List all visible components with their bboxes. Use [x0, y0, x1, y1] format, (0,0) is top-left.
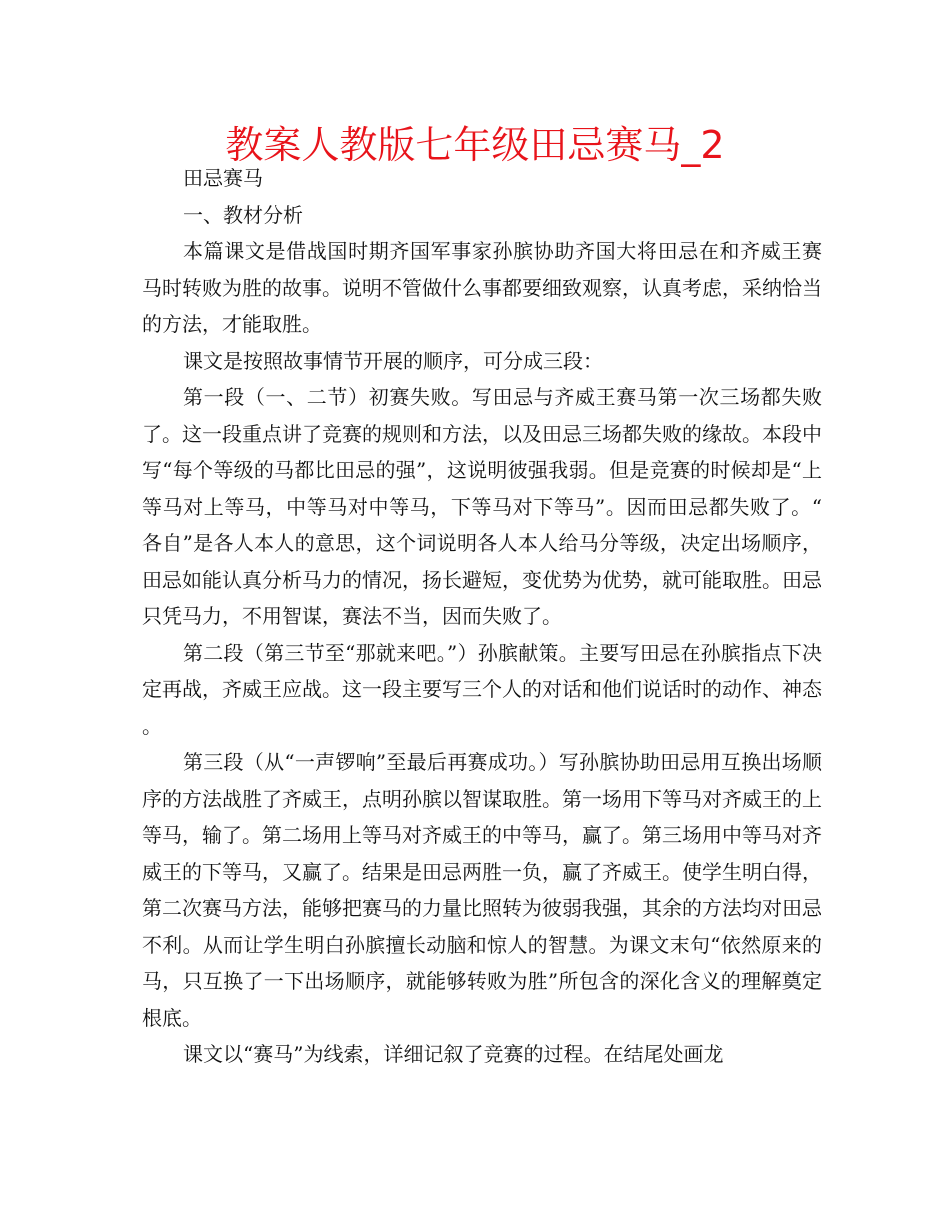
lesson-heading: 田忌赛马	[183, 166, 263, 190]
body-paragraph: 第一段（一、二节）初赛失败。写田忌与齐威王赛马第一次三场都失败了。这一段重点讲了竞赛的规则和方法，以及田忌三场都失败的缘故。本段中写“每个等级的马都比田忌的强”，这说明彼强我弱。但是竞赛的时候却是“上等马对上等马，中等马对中等马，下等马对下等马”。因而田忌都失败了。“各自”是各人本人的意思，这个词说明各人本人给马分等级，决定出场顺序，田忌如能认真分析马力的情况，扬长避短，变优势为优势，就可能取胜。田忌只凭马力，不用智谋，赛法不当，因而失败了。	[142, 385, 822, 628]
body-paragraph: 课文是按照故事情节开展的顺序，可分成三段：	[183, 348, 603, 373]
body-paragraph: 第二段（第三节至“那就来吧。”）孙膑献策。主要写田忌在孙膑指点下决定再战，齐威王应战。这一段主要写三个人的对话和他们说话时的动作、神态。	[142, 640, 822, 738]
document-body	[142, 160, 822, 1073]
body-paragraph: 本篇课文是借战国时期齐国军事家孙膑协助齐国大将田忌在和齐威王赛马时转败为胜的故事。说明不管做什么事都要细致观察，认真考虑，采纳恰当的方法，才能取胜。	[142, 239, 822, 336]
body-paragraph: 课文以“赛马”为线索，详细记叙了竞赛的过程。在结尾处画龙	[183, 1042, 724, 1066]
body-paragraph: 第三段（从“一声锣响”至最后再赛成功。）写孙膑协助田忌用互换出场顺序的方法战胜了齐威王，点明孙膑以智谋取胜。第一场用下等马对齐威王的上等马，输了。第二场用上等马对齐威王的中等马，赢了。第三场用中等马对齐威王的下等马，又赢了。结果是田忌两胜一负，赢了齐威王。使学生明白得，第二次赛马方法，能够把赛马的力量比照转为彼弱我强，其余的方法均对田忌不利。从而让学生明白孙膑擅长动脑和惊人的智慧。为课文末句“依然原来的马，只互换了一下出场顺序，就能够转败为胜”所包含的深化含义的理解奠定根底。	[142, 750, 822, 1030]
document-title: 教案人教版七年级田忌赛马_2	[225, 123, 725, 167]
section-heading: 一、教材分析	[183, 202, 303, 227]
